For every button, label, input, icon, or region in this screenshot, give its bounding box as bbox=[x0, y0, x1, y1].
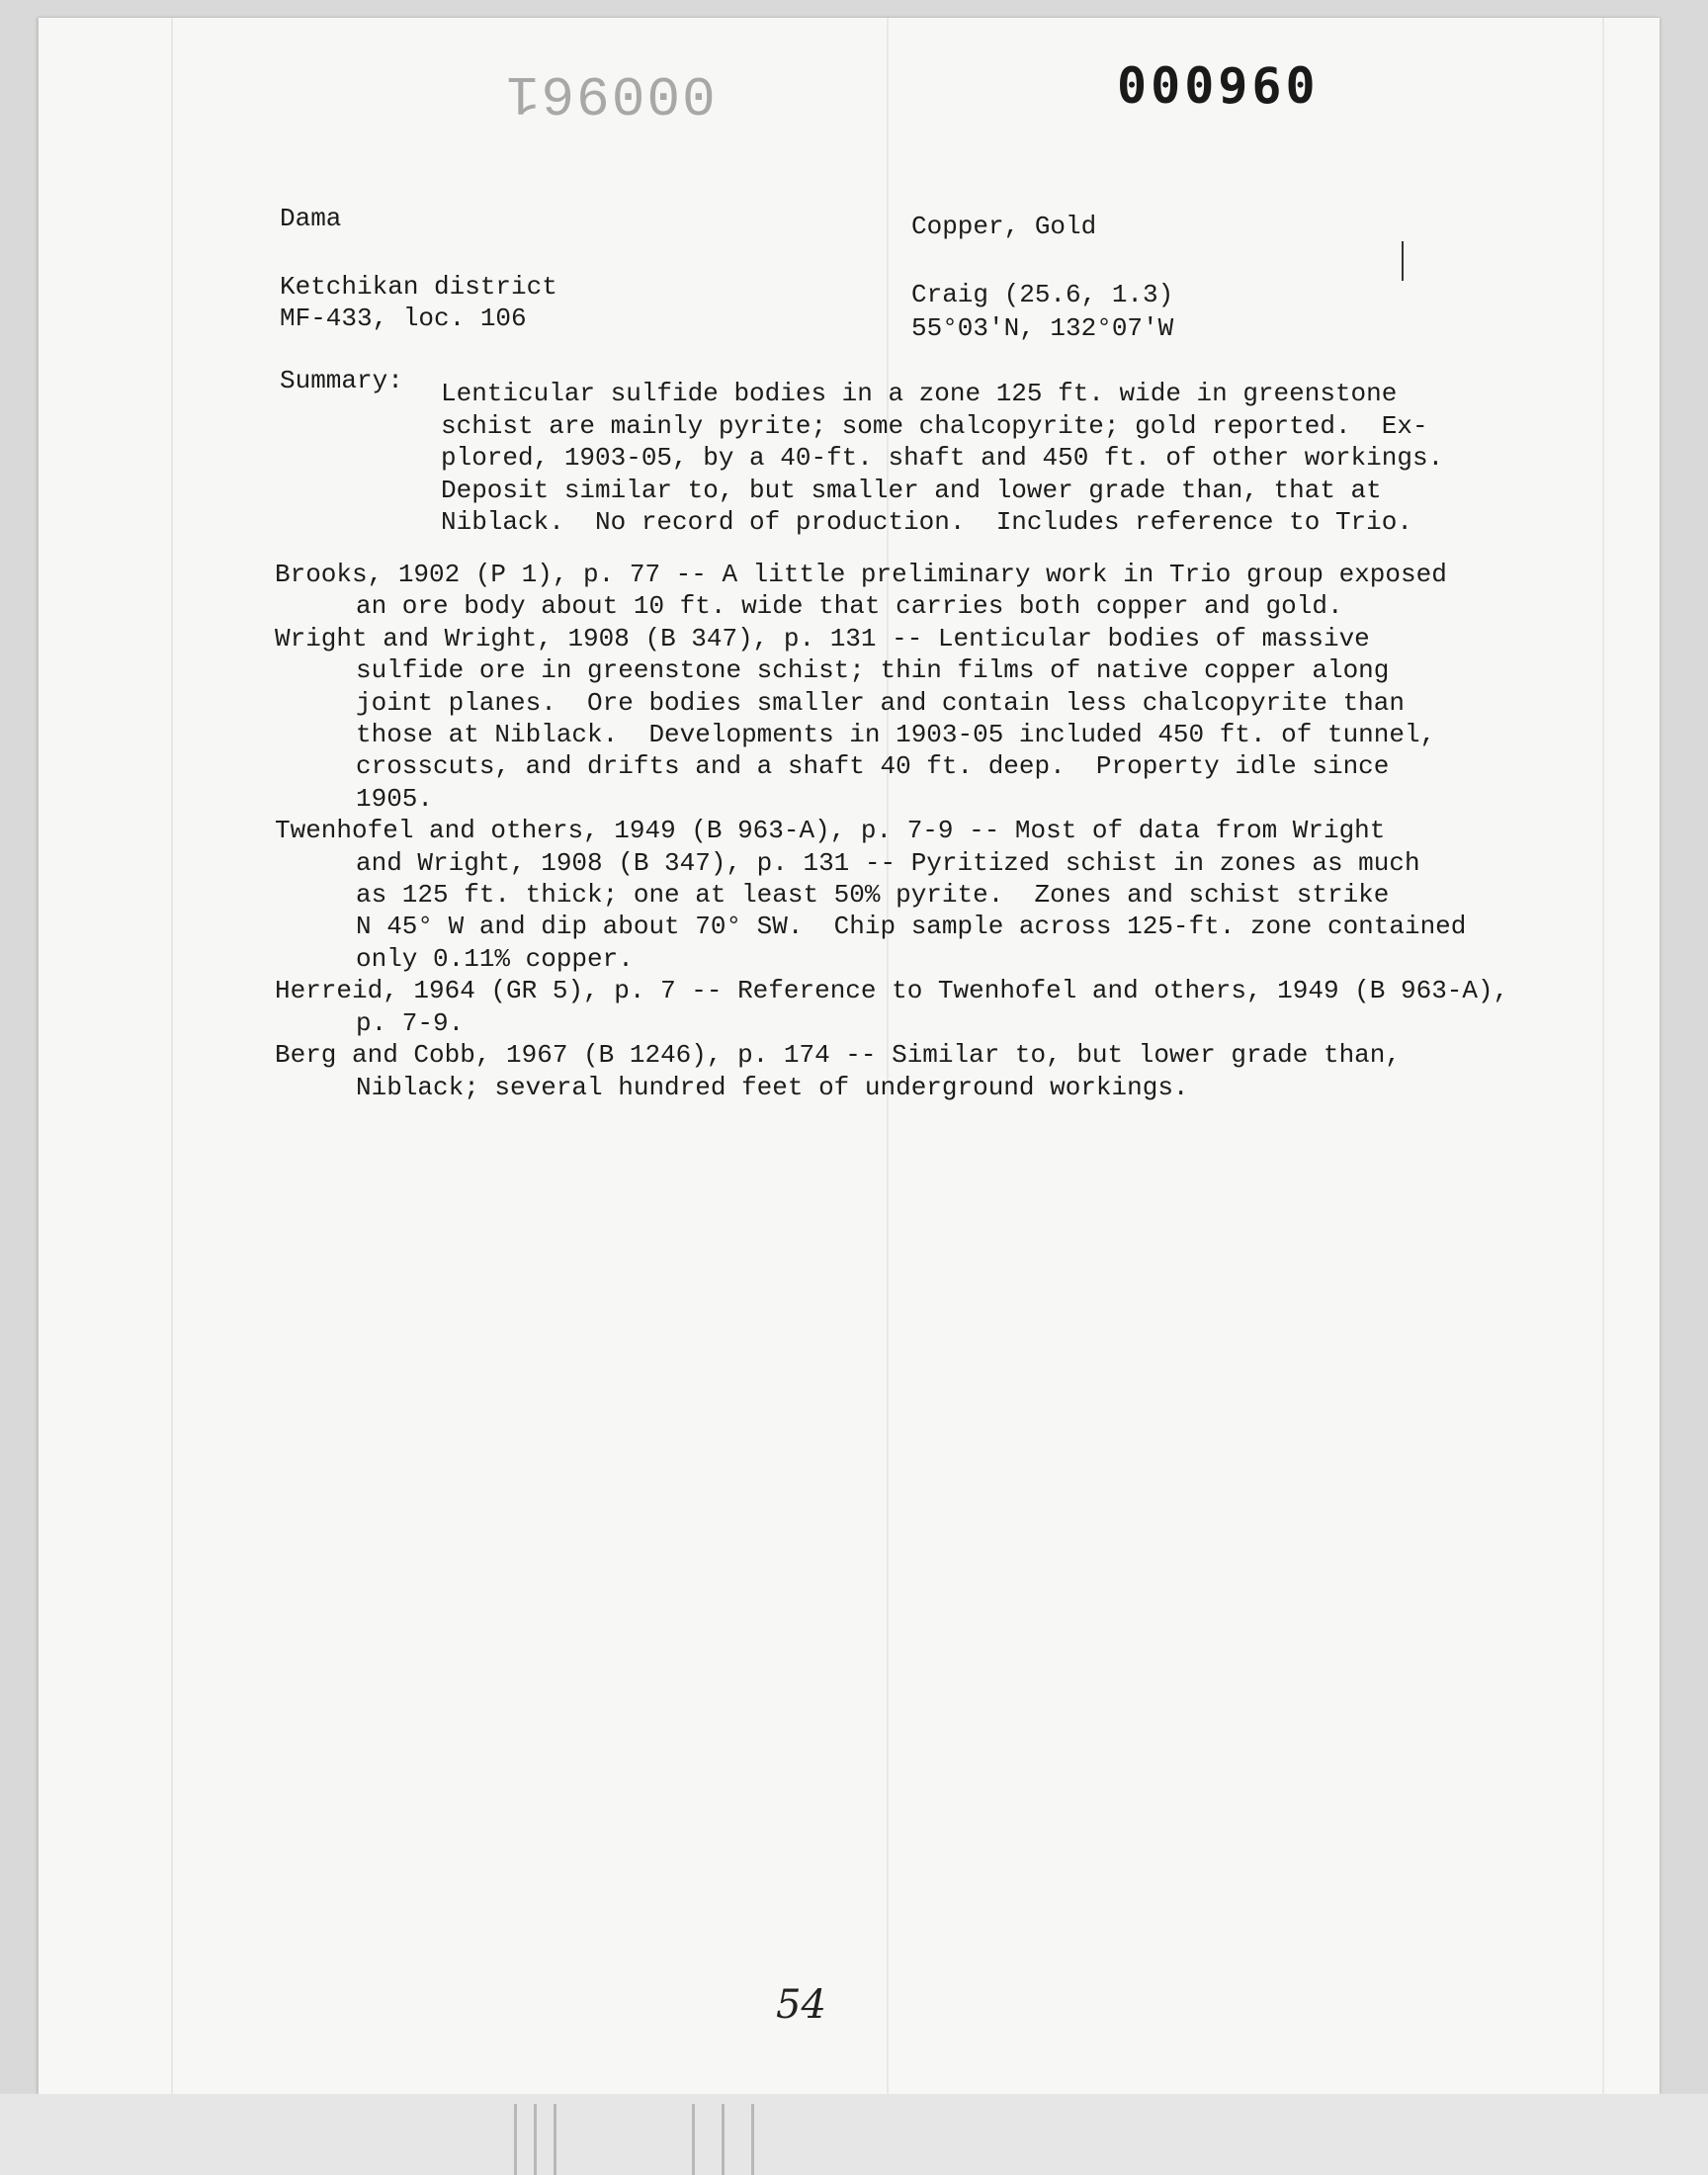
scan-bar bbox=[534, 2104, 537, 2175]
quadrangle: Craig (25.6, 1.3) bbox=[911, 280, 1174, 309]
reference-continuation: sulfide ore in greenstone schist; thin films of native copper along bbox=[356, 655, 1390, 686]
scan-streak bbox=[171, 18, 173, 2094]
district: Ketchikan district bbox=[280, 272, 557, 302]
scan-bar bbox=[751, 2104, 754, 2175]
reference-first-line: Twenhofel and others, 1949 (B 963-A), p. 7-9 -- Most of data from Wright bbox=[275, 816, 1386, 846]
scan-bar bbox=[692, 2104, 695, 2175]
scanner-edge bbox=[0, 2094, 1708, 2175]
summary-line: schist are mainly pyrite; some chalcopyrite; gold reported. Ex- bbox=[441, 410, 1428, 441]
summary-label: Summary: bbox=[280, 366, 403, 395]
handwritten-page-number: 54 bbox=[776, 1982, 826, 2028]
reference-continuation: an ore body about 10 ft. wide that carries both copper and gold. bbox=[356, 591, 1343, 622]
reference-first-line: Berg and Cobb, 1967 (B 1246), p. 174 -- Similar to, but lower grade than, bbox=[275, 1040, 1401, 1071]
summary-line: Niblack. No record of production. Includes reference to Trio. bbox=[441, 507, 1412, 538]
reference-continuation: crosscuts, and drifts and a shaft 40 ft. deep. Property idle since bbox=[356, 751, 1390, 782]
reference-continuation: 1905. bbox=[356, 783, 434, 814]
faded-stamp-number: 000961 bbox=[504, 61, 716, 125]
reference-continuation: N 45° W and dip about 70° SW. Chip sample across 125-ft. zone contained bbox=[356, 912, 1467, 942]
summary-line: Lenticular sulfide bodies in a zone 125 ft. wide in greenstone bbox=[441, 379, 1398, 408]
reference-first-line: Brooks, 1902 (P 1), p. 77 -- A little preliminary work in Trio group exposed bbox=[275, 560, 1447, 589]
summary-text bbox=[441, 378, 1443, 539]
scan-bar bbox=[722, 2104, 725, 2175]
reference-entry bbox=[275, 623, 1508, 815]
summary-line: plored, 1903-05, by a 40-ft. shaft and 450 ft. of other workings. bbox=[441, 443, 1444, 474]
reference-entry bbox=[275, 815, 1508, 975]
deposit-name: Dama bbox=[280, 204, 342, 233]
reference-entry bbox=[275, 559, 1508, 623]
coordinates: 55°03'N, 132°07'W bbox=[911, 313, 1174, 343]
reference-continuation: those at Niblack. Developments in 1903-05 included 450 ft. of tunnel, bbox=[356, 720, 1436, 750]
scan-streak bbox=[1602, 18, 1604, 2094]
scan-bar bbox=[554, 2104, 556, 2175]
scan-bar bbox=[514, 2104, 517, 2175]
reference-entry bbox=[275, 975, 1508, 1039]
reference-first-line: Herreid, 1964 (GR 5), p. 7 -- Reference to Twenhofel and others, 1949 (B 963-A), bbox=[275, 976, 1509, 1006]
pencil-mark bbox=[1402, 241, 1404, 281]
reference-first-line: Wright and Wright, 1908 (B 347), p. 131 -- Lenticular bodies of massive bbox=[275, 623, 1370, 653]
reference-continuation: joint planes. Ore bodies smaller and contain less chalcopyrite than bbox=[356, 687, 1405, 718]
reference-continuation: only 0.11% copper. bbox=[356, 943, 634, 974]
reference-continuation: Niblack; several hundred feet of underground workings. bbox=[356, 1072, 1189, 1102]
reference-entry bbox=[275, 1039, 1508, 1103]
references-list bbox=[275, 559, 1508, 1103]
reference-continuation: as 125 ft. thick; one at least 50% pyrite. Zones and schist strike bbox=[356, 880, 1390, 911]
reference-continuation: p. 7-9. bbox=[356, 1007, 465, 1038]
map-reference: MF-433, loc. 106 bbox=[280, 304, 527, 333]
reference-continuation: and Wright, 1908 (B 347), p. 131 -- Pyritized schist in zones as much bbox=[356, 847, 1420, 878]
stamp-number: 000960 bbox=[1117, 57, 1320, 115]
summary-line: Deposit similar to, but smaller and lower grade than, that at bbox=[441, 475, 1382, 505]
commodities: Copper, Gold bbox=[911, 212, 1097, 241]
